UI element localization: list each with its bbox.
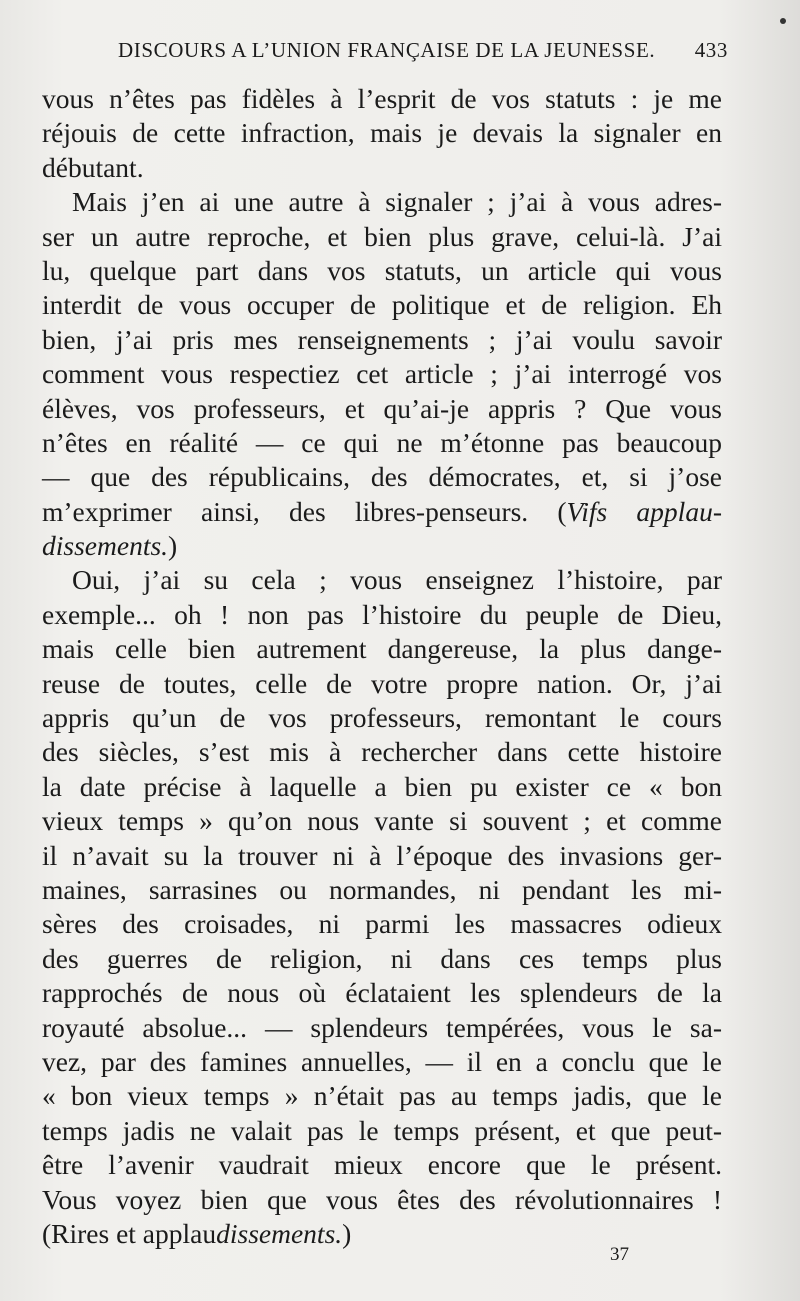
text-line: être l’avenir vaudrait mieux encore que le présent. [42,1149,722,1181]
text-line: vieux temps » qu’on nous vante si souvent ; et comme [42,805,722,837]
text-line: appris qu’un de vos professeurs, remontant le cours [42,702,722,734]
text-line: mais celle bien autrement dangereuse, la plus dange- [42,633,722,665]
signature-mark: 37 [610,1244,629,1265]
text-line: sères des croisades, ni parmi les massacres odieux [42,908,722,940]
text-line: débutant. [42,151,144,183]
text-line: Vous voyez bien que vous êtes des révolutionnaires ! [42,1183,722,1215]
text-line: reuse de toutes, celle de votre propre nation. Or, j’ai [42,667,722,699]
text-line: lu, quelque part dans vos statuts, un article qui vous [42,254,722,286]
running-header [118,38,728,68]
text-line: interdit de vous occuper de politique et de religion. Eh [42,289,722,321]
text-line: il n’avait su la trouver ni à l’époque des invasions ger- [42,839,722,871]
page-number: 433 [694,38,728,62]
ink-speck [780,18,786,24]
text-line: la date précise à laquelle a bien pu exister ce « bon [42,770,722,802]
text-line: (Rires et applaudissements.) [42,1217,352,1249]
text-line: ser un autre reproche, et bien plus grave, celui-là. J’ai [42,220,722,252]
text-line: rapprochés de nous où éclataient les splendeurs de la [42,977,722,1009]
body-text [42,82,722,1251]
text-line: des guerres de religion, ni dans ces temps plus [42,942,722,974]
text-line: temps jadis ne valait pas le temps présent, et que peut- [42,1114,722,1146]
text-line: Oui, j’ai su cela ; vous enseignez l’histoire, par [72,564,722,596]
text-line: royauté absolue... — splendeurs tempérées, vous le sa- [42,1011,722,1043]
text-line: « bon vieux temps » n’était pas au temps jadis, que le [42,1080,722,1112]
text-line: exemple... oh ! non pas l’histoire du peuple de Dieu, [42,598,722,630]
text-line: maines, sarrasines ou normandes, ni pendant les mi- [42,873,722,905]
text-line: vous n’êtes pas fidèles à l’esprit de vos statuts : je me [42,83,722,114]
text-line: élèves, vos professeurs, et qu’ai-je appris ? Que vous [42,392,722,424]
text-line: m’exprimer ainsi, des libres-penseurs. (Vifs applau- [42,495,722,527]
text-line: Mais j’en ai une autre à signaler ; j’ai à vous adres- [72,186,722,218]
text-line: comment vous respectiez cet article ; j’ai interrogé vos [42,358,722,390]
text-line: n’êtes en réalité — ce qui ne m’étonne pas beaucoup [42,426,722,458]
text-line: dissements.) [42,530,178,562]
running-title: DISCOURS A L’UNION FRANÇAISE DE LA JEUNESSE. [118,38,656,62]
text-line: vez, par des famines annuelles, — il en a conclu que le [42,1045,722,1077]
text-line: des siècles, s’est mis à rechercher dans cette histoire [42,736,722,768]
text-line: — que des républicains, des démocrates, et, si j’ose [42,461,722,493]
text-line: réjouis de cette infraction, mais je devais la signaler en [42,117,722,149]
text-line: bien, j’ai pris mes renseignements ; j’ai voulu savoir [42,323,722,355]
